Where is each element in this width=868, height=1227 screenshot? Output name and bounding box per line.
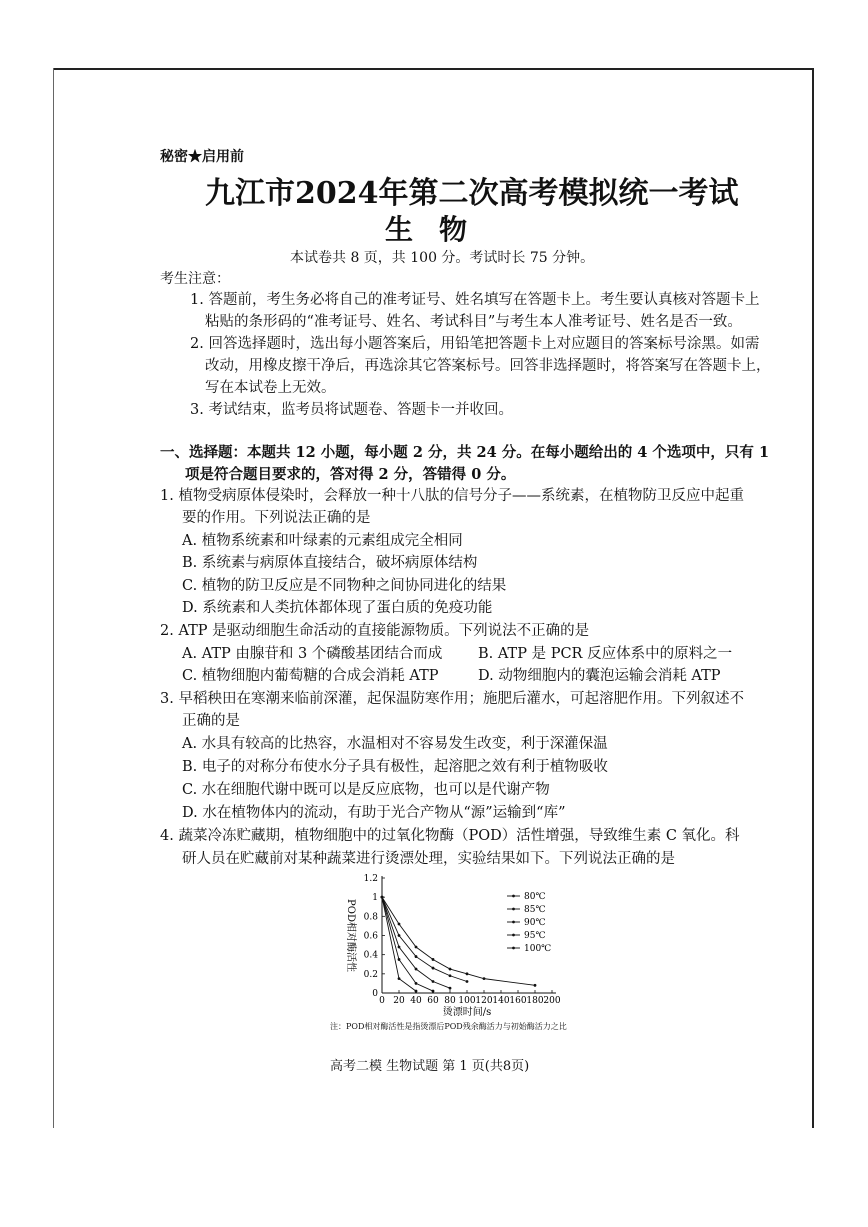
data-point — [415, 946, 418, 949]
question-2-stem: 2. ATP 是驱动细胞生命活动的直接能源物质。下列说法不正确的是 — [160, 623, 590, 639]
legend-label: 100℃ — [524, 944, 552, 954]
question-1-option-d: D. 系统素和人类抗体都体现了蛋白质的免疫功能 — [182, 600, 493, 616]
legend-marker — [512, 947, 515, 950]
data-point — [398, 946, 401, 949]
x-tick-label: 120 — [475, 996, 493, 1006]
data-point — [415, 955, 418, 958]
question-2-option-a: A. ATP 由腺苷和 3 个磷酸基团结合而成 — [182, 646, 443, 662]
exam-title: 九江市2024年第二次高考模拟统一考试 — [205, 176, 739, 211]
question-1-option-a: A. 植物系统素和叶绿素的元素组成完全相同 — [182, 533, 463, 549]
legend-marker — [512, 934, 515, 937]
chart-note: 注：POD相对酶活性是指烫漂后POD残余酶活力与初始酶活力之比 — [330, 1022, 567, 1031]
data-point — [415, 968, 418, 971]
y-axis-label: POD相对酶活性 — [345, 899, 356, 972]
data-point — [432, 990, 435, 993]
data-point — [415, 990, 418, 993]
question-2-option-b: B. ATP 是 PCR 反应体系中的原料之一 — [478, 646, 733, 662]
secret-label: 秘密★启用前 — [160, 149, 244, 165]
y-tick-label: 1.2 — [363, 874, 378, 884]
question-2-option-c: C. 植物细胞内葡萄糖的合成会消耗 ATP — [182, 668, 439, 684]
y-tick-label: 1 — [372, 893, 378, 904]
notice-item: 2. 回答选择题时，选出每小题答案后，用铅笔把答题卡上对应题目的答案标号涂黑。如需 — [190, 336, 760, 352]
section-heading-cont: 项是符合题目要求的，答对得 2 分，答错得 0 分。 — [185, 466, 516, 483]
data-point — [432, 958, 435, 961]
data-point — [398, 958, 401, 961]
chart-svg — [330, 870, 580, 1020]
data-point — [534, 984, 537, 987]
page-border-right — [812, 68, 814, 1128]
y-tick-label: 0.8 — [363, 912, 378, 923]
data-point — [449, 987, 452, 990]
exam-meta: 本试卷共 8 页，共 100 分。考试时长 75 分钟。 — [290, 250, 595, 266]
data-point — [398, 923, 401, 926]
y-tick-label: 0.2 — [363, 969, 378, 980]
x-axis-label: 烫漂时间/s — [442, 1007, 492, 1018]
page-border-left — [53, 68, 54, 1128]
data-point — [483, 977, 486, 980]
question-1-stem-cont: 要的作用。下列说法正确的是 — [182, 510, 371, 526]
notice-heading: 考生注意： — [160, 271, 230, 287]
question-3-option-a: A. 水具有较高的比热容，水温相对不容易发生改变，利于深灌保温 — [182, 736, 608, 752]
question-3-stem: 3. 早稻秧田在寒潮来临前深灌，起保温防寒作用；施肥后灌水，可起溶肥作用。下列叙述不 — [160, 691, 744, 707]
question-4-stem: 4. 蔬菜冷冻贮藏期，植物细胞中的过氧化物酶（POD）活性增强，导致维生素 C 氧化。科 — [160, 828, 740, 844]
y-tick-label: 0 — [372, 989, 378, 999]
data-point — [449, 968, 452, 971]
data-point — [466, 972, 469, 975]
legend-marker — [512, 908, 515, 911]
series-line — [382, 897, 467, 981]
x-tick-label: 0 — [379, 996, 385, 1006]
page-border-top — [53, 68, 813, 70]
question-3-option-c: C. 水在细胞代谢中既可以是反应底物，也可以是代谢产物 — [182, 782, 550, 798]
section-heading: 一、选择题：本题共 12 小题，每小题 2 分，共 24 分。在每小题给出的 4 个选项中，只有 1 — [160, 444, 770, 461]
question-4-stem-cont: 研人员在贮藏前对某种蔬菜进行烫漂处理，实验结果如下。下列说法正确的是 — [182, 851, 675, 867]
page-footer: 高考二模 生物试题 第 1 页(共8页) — [330, 1059, 530, 1074]
x-tick-label: 20 — [393, 996, 405, 1006]
x-tick-label: 160 — [509, 996, 527, 1006]
question-3-option-b: B. 电子的对称分布使水分子具有极性，起溶肥之效有利于植物吸收 — [182, 759, 608, 775]
y-tick-label: 0.4 — [363, 950, 378, 961]
data-point — [381, 896, 384, 899]
series-line — [382, 897, 433, 991]
x-tick-label: 80 — [444, 996, 456, 1006]
notice-item: 1. 答题前，考生务必将自己的准考证号、姓名填写在答题卡上。考生要认真核对答题卡上 — [190, 292, 760, 308]
question-3-option-d: D. 水在植物体内的流动，有助于光合产物从“源”运输到“库” — [182, 805, 566, 821]
question-1-option-b: B. 系统素与病原体直接结合，破坏病原体结构 — [182, 555, 478, 571]
x-tick-label: 60 — [427, 996, 439, 1006]
notice-item: 3. 考试结束，监考员将试题卷、答题卡一并收回。 — [190, 402, 513, 418]
x-tick-label: 140 — [492, 996, 510, 1006]
data-point — [466, 980, 469, 983]
data-point — [449, 974, 452, 977]
data-point — [398, 977, 401, 980]
x-tick-label: 200 — [543, 996, 561, 1006]
x-tick-label: 40 — [410, 996, 422, 1006]
legend-label: 85℃ — [524, 905, 546, 915]
series-line — [382, 897, 535, 985]
pod-activity-chart — [330, 870, 580, 1020]
x-tick-label: 180 — [526, 996, 544, 1006]
data-point — [415, 982, 418, 985]
x-tick-label: 100 — [458, 996, 476, 1006]
exam-subject: 生物 — [385, 213, 494, 246]
notice-item: 写在本试卷上无效。 — [205, 380, 336, 396]
notice-item: 粘贴的条形码的“准考证号、姓名、考试科目”与考生本人准考证号、姓名是否一致。 — [205, 314, 742, 330]
question-1-stem: 1. 植物受病原体侵染时，会释放一种十八肽的信号分子——系统素，在植物防卫反应中起重 — [160, 488, 744, 504]
legend-label: 80℃ — [524, 892, 546, 902]
question-2-option-d: D. 动物细胞内的囊泡运输会消耗 ATP — [478, 668, 721, 684]
legend-label: 90℃ — [524, 918, 546, 928]
y-tick-label: 0.6 — [363, 931, 378, 942]
series-line — [382, 897, 450, 988]
data-point — [432, 967, 435, 970]
legend-marker — [512, 895, 515, 898]
notice-item: 改动，用橡皮擦干净后，再选涂其它答案标号。回答非选择题时，将答案写在答题卡上， — [205, 358, 771, 374]
legend-marker — [512, 921, 515, 924]
question-1-option-c: C. 植物的防卫反应是不同物种之间协同进化的结果 — [182, 578, 507, 594]
question-3-stem-cont: 正确的是 — [182, 713, 240, 729]
data-point — [398, 934, 401, 937]
legend-label: 95℃ — [524, 931, 546, 941]
data-point — [432, 980, 435, 983]
